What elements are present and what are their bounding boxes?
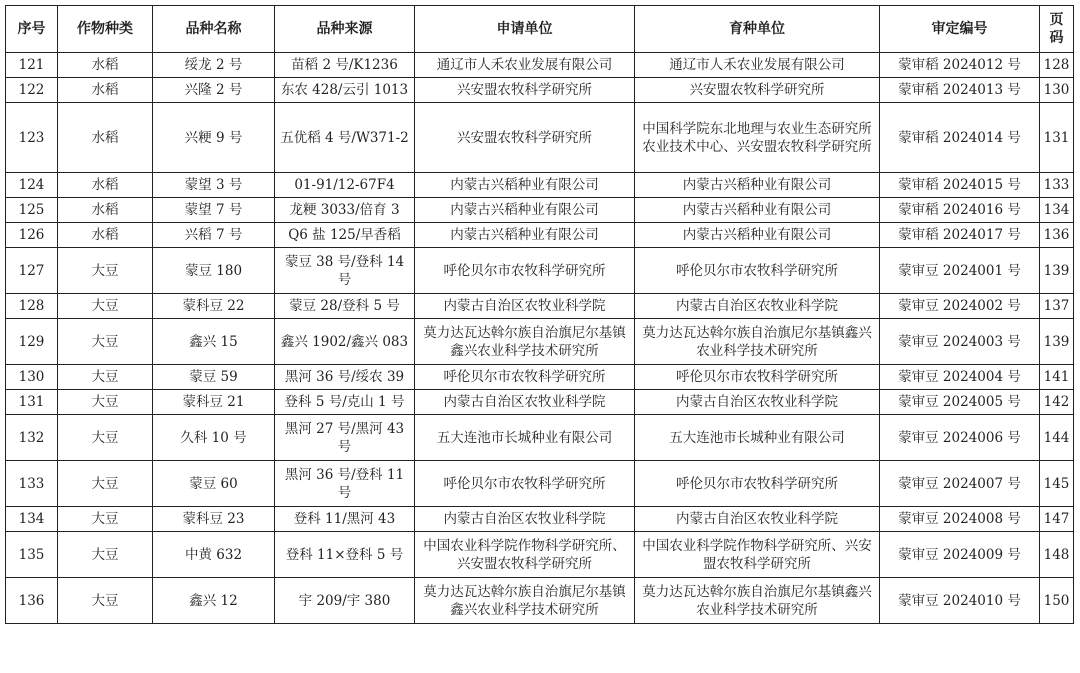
cell-breeder: 内蒙古兴稻种业有限公司	[635, 173, 880, 198]
cell-page: 139	[1040, 319, 1074, 365]
cell-breeder: 呼伦贝尔市农牧科学研究所	[635, 248, 880, 294]
cell-variety: 蒙豆 60	[153, 461, 275, 507]
cell-breeder: 呼伦贝尔市农牧科学研究所	[635, 365, 880, 390]
cell-applicant: 莫力达瓦达斡尔族自治旗尼尔基镇鑫兴农业科学技术研究所	[415, 319, 635, 365]
table-row	[6, 198, 1074, 223]
cell-variety: 蒙科豆 22	[153, 294, 275, 319]
col-header-index: 序号	[6, 6, 58, 53]
cell-source: 五优稻 4 号/W371-2	[275, 103, 415, 173]
cell-page: 130	[1040, 78, 1074, 103]
table-row	[6, 578, 1074, 624]
cell-index: 133	[6, 461, 58, 507]
cell-applicant: 中国农业科学院作物科学研究所、兴安盟农牧科学研究所	[415, 532, 635, 578]
cell-applicant: 内蒙古自治区农牧业科学院	[415, 390, 635, 415]
cell-approval-no: 蒙审豆 2024006 号	[880, 415, 1040, 461]
cell-page: 134	[1040, 198, 1074, 223]
cell-variety: 蒙科豆 21	[153, 390, 275, 415]
cell-page: 145	[1040, 461, 1074, 507]
cell-page: 131	[1040, 103, 1074, 173]
col-header-breeder: 育种单位	[635, 6, 880, 53]
cell-approval-no: 蒙审豆 2024007 号	[880, 461, 1040, 507]
table-row	[6, 415, 1074, 461]
cell-applicant: 呼伦贝尔市农牧科学研究所	[415, 365, 635, 390]
cell-crop: 大豆	[58, 248, 153, 294]
cell-applicant: 通辽市人禾农业发展有限公司	[415, 53, 635, 78]
cell-breeder: 内蒙古兴稻种业有限公司	[635, 198, 880, 223]
cell-variety: 蒙望 3 号	[153, 173, 275, 198]
cell-crop: 大豆	[58, 390, 153, 415]
cell-variety: 鑫兴 15	[153, 319, 275, 365]
cell-crop: 大豆	[58, 415, 153, 461]
col-header-approval-no: 审定编号	[880, 6, 1040, 53]
cell-page: 136	[1040, 223, 1074, 248]
cell-applicant: 五大连池市长城种业有限公司	[415, 415, 635, 461]
col-header-source: 品种来源	[275, 6, 415, 53]
cell-index: 132	[6, 415, 58, 461]
cell-approval-no: 蒙审稻 2024013 号	[880, 78, 1040, 103]
cell-source: 鑫兴 1902/鑫兴 083	[275, 319, 415, 365]
cell-source: 蒙豆 38 号/登科 14 号	[275, 248, 415, 294]
header-row	[6, 6, 1074, 53]
cell-applicant: 内蒙古兴稻种业有限公司	[415, 223, 635, 248]
cell-page: 147	[1040, 507, 1074, 532]
cell-source: Q6 盐 125/早香稻	[275, 223, 415, 248]
cell-applicant: 兴安盟农牧科学研究所	[415, 78, 635, 103]
cell-applicant: 内蒙古兴稻种业有限公司	[415, 198, 635, 223]
col-header-page: 页码	[1040, 6, 1074, 53]
cell-breeder: 五大连池市长城种业有限公司	[635, 415, 880, 461]
cell-breeder: 中国农业科学院作物科学研究所、兴安盟农牧科学研究所	[635, 532, 880, 578]
cell-variety: 绥龙 2 号	[153, 53, 275, 78]
cell-index: 129	[6, 319, 58, 365]
cell-index: 125	[6, 198, 58, 223]
cell-crop: 水稻	[58, 223, 153, 248]
cell-approval-no: 蒙审豆 2024004 号	[880, 365, 1040, 390]
table-row	[6, 103, 1074, 173]
cell-applicant: 莫力达瓦达斡尔族自治旗尼尔基镇鑫兴农业科学技术研究所	[415, 578, 635, 624]
cell-page: 128	[1040, 53, 1074, 78]
table-row	[6, 294, 1074, 319]
cell-index: 134	[6, 507, 58, 532]
cell-breeder: 兴安盟农牧科学研究所	[635, 78, 880, 103]
cell-page: 141	[1040, 365, 1074, 390]
cell-breeder: 内蒙古自治区农牧业科学院	[635, 294, 880, 319]
cell-page: 133	[1040, 173, 1074, 198]
table-row	[6, 173, 1074, 198]
cell-breeder: 莫力达瓦达斡尔族自治旗尼尔基镇鑫兴农业科学技术研究所	[635, 578, 880, 624]
cell-variety: 中黄 632	[153, 532, 275, 578]
cell-page: 139	[1040, 248, 1074, 294]
cell-crop: 大豆	[58, 365, 153, 390]
table-row	[6, 507, 1074, 532]
cell-crop: 大豆	[58, 578, 153, 624]
cell-index: 126	[6, 223, 58, 248]
table-row	[6, 223, 1074, 248]
cell-source: 苗稻 2 号/K1236	[275, 53, 415, 78]
variety-table	[5, 5, 1074, 624]
cell-page: 142	[1040, 390, 1074, 415]
cell-source: 蒙豆 28/登科 5 号	[275, 294, 415, 319]
cell-variety: 鑫兴 12	[153, 578, 275, 624]
table-row	[6, 365, 1074, 390]
cell-breeder: 通辽市人禾农业发展有限公司	[635, 53, 880, 78]
cell-page: 150	[1040, 578, 1074, 624]
cell-approval-no: 蒙审豆 2024003 号	[880, 319, 1040, 365]
cell-applicant: 兴安盟农牧科学研究所	[415, 103, 635, 173]
cell-index: 128	[6, 294, 58, 319]
cell-source: 龙粳 3033/倍育 3	[275, 198, 415, 223]
col-header-variety: 品种名称	[153, 6, 275, 53]
cell-approval-no: 蒙审稻 2024016 号	[880, 198, 1040, 223]
cell-applicant: 内蒙古自治区农牧业科学院	[415, 507, 635, 532]
cell-approval-no: 蒙审豆 2024009 号	[880, 532, 1040, 578]
cell-approval-no: 蒙审豆 2024002 号	[880, 294, 1040, 319]
cell-source: 01-91/12-67F4	[275, 173, 415, 198]
cell-source: 黑河 36 号/绥农 39	[275, 365, 415, 390]
cell-source: 黑河 27 号/黑河 43 号	[275, 415, 415, 461]
cell-variety: 蒙豆 180	[153, 248, 275, 294]
cell-page: 148	[1040, 532, 1074, 578]
cell-approval-no: 蒙审稻 2024014 号	[880, 103, 1040, 173]
cell-crop: 大豆	[58, 319, 153, 365]
cell-page: 137	[1040, 294, 1074, 319]
cell-approval-no: 蒙审豆 2024001 号	[880, 248, 1040, 294]
cell-source: 登科 5 号/克山 1 号	[275, 390, 415, 415]
cell-approval-no: 蒙审豆 2024010 号	[880, 578, 1040, 624]
cell-applicant: 呼伦贝尔市农牧科学研究所	[415, 461, 635, 507]
cell-index: 130	[6, 365, 58, 390]
table-body	[6, 53, 1074, 624]
cell-applicant: 呼伦贝尔市农牧科学研究所	[415, 248, 635, 294]
table-row	[6, 461, 1074, 507]
cell-crop: 水稻	[58, 173, 153, 198]
cell-approval-no: 蒙审稻 2024017 号	[880, 223, 1040, 248]
cell-crop: 水稻	[58, 53, 153, 78]
cell-applicant: 内蒙古自治区农牧业科学院	[415, 294, 635, 319]
cell-index: 135	[6, 532, 58, 578]
cell-source: 黑河 36 号/登科 11 号	[275, 461, 415, 507]
cell-approval-no: 蒙审稻 2024012 号	[880, 53, 1040, 78]
cell-breeder: 内蒙古兴稻种业有限公司	[635, 223, 880, 248]
cell-variety: 兴隆 2 号	[153, 78, 275, 103]
cell-breeder: 内蒙古自治区农牧业科学院	[635, 390, 880, 415]
cell-crop: 水稻	[58, 198, 153, 223]
cell-approval-no: 蒙审豆 2024005 号	[880, 390, 1040, 415]
table-row	[6, 532, 1074, 578]
cell-index: 124	[6, 173, 58, 198]
cell-breeder: 莫力达瓦达斡尔族自治旗尼尔基镇鑫兴农业科学技术研究所	[635, 319, 880, 365]
cell-variety: 蒙豆 59	[153, 365, 275, 390]
cell-crop: 水稻	[58, 78, 153, 103]
cell-index: 123	[6, 103, 58, 173]
table-row	[6, 390, 1074, 415]
cell-breeder: 呼伦贝尔市农牧科学研究所	[635, 461, 880, 507]
cell-breeder: 内蒙古自治区农牧业科学院	[635, 507, 880, 532]
table-row	[6, 248, 1074, 294]
cell-variety: 兴粳 9 号	[153, 103, 275, 173]
cell-variety: 久科 10 号	[153, 415, 275, 461]
cell-index: 121	[6, 53, 58, 78]
cell-index: 127	[6, 248, 58, 294]
cell-source: 宇 209/宇 380	[275, 578, 415, 624]
cell-variety: 兴稻 7 号	[153, 223, 275, 248]
col-header-applicant: 申请单位	[415, 6, 635, 53]
cell-source: 东农 428/云引 1013	[275, 78, 415, 103]
cell-crop: 水稻	[58, 103, 153, 173]
cell-index: 136	[6, 578, 58, 624]
cell-crop: 大豆	[58, 507, 153, 532]
table-row	[6, 78, 1074, 103]
cell-approval-no: 蒙审稻 2024015 号	[880, 173, 1040, 198]
cell-applicant: 内蒙古兴稻种业有限公司	[415, 173, 635, 198]
cell-index: 131	[6, 390, 58, 415]
cell-variety: 蒙望 7 号	[153, 198, 275, 223]
col-header-crop: 作物种类	[58, 6, 153, 53]
cell-source: 登科 11×登科 5 号	[275, 532, 415, 578]
cell-index: 122	[6, 78, 58, 103]
cell-crop: 大豆	[58, 532, 153, 578]
cell-variety: 蒙科豆 23	[153, 507, 275, 532]
table-row	[6, 319, 1074, 365]
cell-crop: 大豆	[58, 461, 153, 507]
cell-approval-no: 蒙审豆 2024008 号	[880, 507, 1040, 532]
cell-breeder: 中国科学院东北地理与农业生态研究所农业技术中心、兴安盟农牧科学研究所	[635, 103, 880, 173]
table-row	[6, 53, 1074, 78]
cell-crop: 大豆	[58, 294, 153, 319]
cell-source: 登科 11/黑河 43	[275, 507, 415, 532]
cell-page: 144	[1040, 415, 1074, 461]
